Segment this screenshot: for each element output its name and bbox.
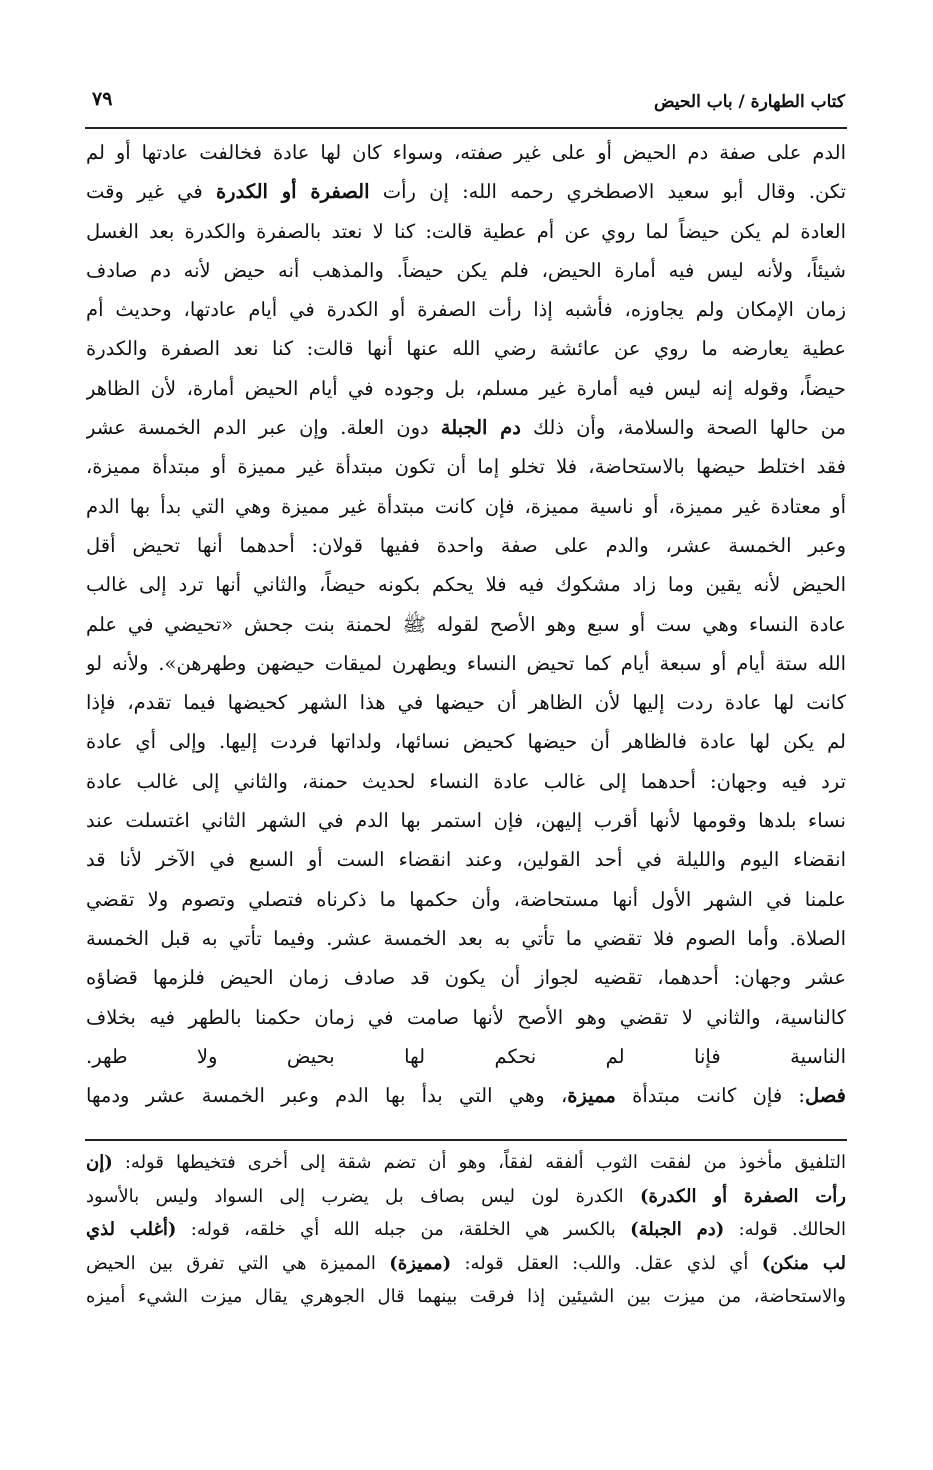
text-segment: تكن. وقال أبو سعيد الاصطخري رحمه الله: إن رأت bbox=[369, 180, 846, 204]
text-segment: لم يكن لها عادة فالظاهر أن حيضها كحيض نسائها، ولداتها فردت إليها. وإلى أي عادة bbox=[86, 730, 846, 754]
text-segment: المميزة هي التي تفرق بين الحيض bbox=[86, 1252, 390, 1274]
body-line bbox=[86, 722, 846, 761]
main-text bbox=[86, 133, 846, 1115]
body-line bbox=[86, 369, 846, 408]
text-segment: العادة لم يكن حيضاً لما روي عن أم عطية قالت: كنا لا نعتد بالصفرة والكدرة بعد الغسل bbox=[86, 219, 846, 243]
bold-term: رأت الصفرة أو الكدرة) bbox=[640, 1185, 846, 1207]
text-segment: من حالها الصحة والسلامة، وأن ذلك bbox=[520, 416, 846, 440]
body-line bbox=[86, 762, 846, 801]
page-number: ٧٩ bbox=[92, 88, 113, 110]
body-line bbox=[86, 880, 846, 919]
body-line bbox=[86, 644, 846, 683]
body-line bbox=[86, 526, 846, 565]
bold-term: (إن bbox=[86, 1152, 113, 1173]
text-segment: أي لذي عقل. واللب: العقل قوله: bbox=[451, 1252, 762, 1274]
text-segment: ، وهي التي بدأ بها الدم وعبر الخمسة عشر ودمها bbox=[86, 1084, 568, 1108]
body-line bbox=[86, 447, 846, 486]
body-line bbox=[86, 408, 846, 447]
header-rule bbox=[85, 127, 847, 129]
text-segment: الحالك. قوله: bbox=[724, 1219, 846, 1241]
text-segment: فقد اختلط حيضها بالاستحاضة، فلا تخلو إما أن تكون مبتدأة غير مميزة أو مبتدأة مميزة، bbox=[86, 455, 846, 479]
text-segment: بالكسر هي الخلقة، من جبله الله أي خلقه، قوله: bbox=[176, 1219, 631, 1241]
body-line bbox=[86, 840, 846, 879]
text-segment: دون العلة. وإن عبر الدم الخمسة عشر bbox=[86, 416, 441, 440]
text-segment: علمنا في الشهر الأول أنها مستحاضة، وأن حكمها ما ذكرناه فتصلي وتصوم ولا تقضي bbox=[86, 887, 846, 911]
text-segment: عشر وجهان: أحدهما، تقضيه لجواز أن يكون قد صادف زمان الحيض فلزمها قضاؤه bbox=[86, 966, 846, 990]
body-line bbox=[86, 801, 846, 840]
text-segment: عادة النساء وهي ست أو سبع وهو الأصح لقوله ﷺ لحمنة بنت جحش «تحيضي في علم bbox=[86, 612, 846, 636]
running-header-title: كتاب الطهارة / باب الحيض bbox=[653, 92, 845, 112]
text-segment: انقضاء اليوم والليلة في أحد القولين، وعند انقضاء الست أو السبع في الآخر لأنا قد bbox=[86, 848, 846, 872]
footnote-rule bbox=[85, 1139, 847, 1141]
text-segment: والاستحاضة، من ميزت بين الشيئين إذا فرقت بينهما قال الجوهري يقال ميزت الشيء أميزه bbox=[86, 1286, 846, 1308]
text-segment: زمان الإمكان ولم يجاوزه، فأشبه إذا رأت الصفرة أو الكدرة في أيام عادتها، وحديث أم bbox=[86, 298, 846, 322]
text-segment: الكدرة لون ليس بصاف بل يضرب إلى السواد وليس بالأسود bbox=[86, 1185, 640, 1207]
body-line bbox=[86, 1037, 846, 1076]
text-segment: الدم على صفة دم الحيض أو على غير صفته، وسواء كان لها عادة فخالفت عادتها أو لم bbox=[86, 141, 846, 164]
text-segment: عطية يعارضه ما روي عن عائشة رضي الله عنها أنها قالت: كنا نعد الصفرة والكدرة bbox=[86, 337, 846, 361]
text-segment: : فإن كانت مبتدأة bbox=[615, 1084, 805, 1108]
footnote-line bbox=[86, 1146, 846, 1180]
body-line bbox=[86, 919, 846, 958]
footnote-line bbox=[86, 1213, 846, 1247]
bold-term: لب منكن) bbox=[761, 1252, 846, 1274]
text-segment: الله ستة أيام أو سبعة أيام كما تحيض النساء ويطهرن لميقات حيضهن وطهرهن». ولأنه لو bbox=[86, 651, 846, 675]
text-segment: نساء بلدها وقومها لأنها أقرب إليهن، فإن استمر بها الدم في الشهر الثاني اغتسلت عند bbox=[86, 809, 846, 833]
text-segment: الناسية فإنا لم نحكم لها بحيض ولا طهر. bbox=[86, 1044, 846, 1068]
text-segment: كانت لها عادة ردت إليها لأن الظاهر أن حيضها في هذا الشهر كحيضها فيما تقدم، فإذا bbox=[86, 691, 846, 715]
body-line bbox=[86, 133, 846, 172]
bold-term: مميزة bbox=[567, 1084, 616, 1108]
text-segment: الحيض لأنه يقين وما زاد مشكوك فيه فلا يحكم بكونه حيضاً، والثاني أنها ترد إلى غالب bbox=[86, 573, 846, 597]
bold-term: دم الجبلة bbox=[440, 416, 521, 440]
body-line bbox=[86, 212, 846, 251]
text-segment: في غير وقت bbox=[86, 180, 216, 204]
text-segment: الصلاة. وأما الصوم فلا تقضي ما تأتي به بعد الخمسة عشر. وفيما تأتي به قبل الخمسة bbox=[86, 926, 846, 950]
body-line bbox=[86, 1076, 846, 1115]
bold-term: (دم الجبلة) bbox=[630, 1219, 725, 1241]
text-segment: وعبر الخمسة عشر، والدم على صفة واحدة ففيها قولان: أحدهما أنها تحيض أقل bbox=[86, 533, 846, 557]
bold-term: فصل bbox=[805, 1084, 846, 1108]
bold-term: الصفرة أو الكدرة bbox=[215, 180, 370, 204]
text-segment: ترد فيه وجهان: أحدهما إلى غالب عادة النساء لحديث حمنة، والثاني إلى غالب عادة bbox=[86, 769, 846, 793]
body-line bbox=[86, 251, 846, 290]
body-line bbox=[86, 487, 846, 526]
body-line bbox=[86, 605, 846, 644]
body-line bbox=[86, 329, 846, 368]
footnote-line bbox=[86, 1247, 846, 1281]
footnote-line bbox=[86, 1180, 846, 1214]
footnotes bbox=[86, 1146, 846, 1314]
text-segment: كالناسية، والثاني لا تقضي وهو الأصح لأنها صامت في زمان حكمنا بالطهر فيه بخلاف bbox=[86, 1005, 846, 1029]
bold-term: (أغلب لذي bbox=[86, 1219, 177, 1241]
body-line bbox=[86, 290, 846, 329]
body-line bbox=[86, 958, 846, 997]
bold-term: (مميزة) bbox=[389, 1252, 452, 1274]
text-segment: حيضاً، وقوله إنه ليس فيه أمارة غير مسلم، بل وجوده في أيام الحيض أمارة، لأن الظاهر bbox=[86, 376, 846, 400]
body-line bbox=[86, 683, 846, 722]
body-line bbox=[86, 172, 846, 211]
text-segment: شيئاً، ولأنه ليس فيه أمارة الحيض، فلم يكن حيضاً. والمذهب أنه حيض لأنه دم صادف bbox=[86, 258, 846, 282]
body-line bbox=[86, 565, 846, 604]
text-segment: أو معتادة غير مميزة، أو ناسية مميزة، فإن كانت مبتدأة غير مميزة وهي التي بدأ بها الدم bbox=[86, 494, 846, 518]
text-segment: التلفيق مأخوذ من لفقت الثوب ألفقه لفقاً، وهو أن تضم شقة إلى أخرى فتخيطها قوله: bbox=[112, 1152, 846, 1173]
footnote-line bbox=[86, 1280, 846, 1314]
body-line bbox=[86, 998, 846, 1037]
